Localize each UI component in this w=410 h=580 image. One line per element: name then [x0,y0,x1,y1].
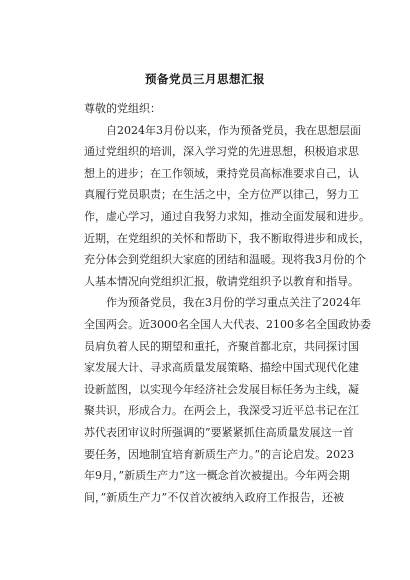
paragraph-line: 设新蓝图，以实现今年经济社会发展目标任务为主线，凝 [84,382,359,396]
paragraph-line: 家发展大计、寻求高质量发展策略、描绘中国式现代化建 [84,361,359,375]
paragraph-line: 通过党组织的培训，深入学习党的先进思想，积极追求思 [84,145,359,159]
paragraph-line: 自2024年3月份以来，作为预备党员，我在思想层面 [106,123,361,137]
paragraph-line: 想上的进步；在工作领域，秉持党员高标准要求自己，认 [84,166,359,180]
paragraph-line: 聚共识，形成合力。在两会上，我深受习近平总书记在江 [84,404,359,418]
paragraph-line: 年9月，”新质生产力”这一概念首次被提出。今年两会期 [84,469,350,483]
paragraph-line: 苏代表团审议时所强调的”要紧紧抓住高质量发展这一首 [84,425,354,439]
document-title: 预备党员三月思想汇报 [145,72,265,86]
paragraph-line: 间，”新质生产力”不仅首次被纳入政府工作报告，还被 [84,490,344,504]
paragraph-line: 近期，在党组织的关怀和帮助下，我不断取得进步和成长， [84,231,370,245]
paragraph-line: 真履行党员职责；在生活之中，全方位严以律己，努力工 [84,188,359,202]
paragraph-line: 作，虚心学习，通过自我努力求知，推动全面发展和进步。 [84,209,370,223]
document-body [84,98,371,508]
paragraph-line: 全国两会。近3000名全国人大代表、2100多名全国政协委 [84,317,371,331]
paragraph-line: 作为预备党员，我在3月份的学习重点关注了2024年 [106,296,361,310]
paragraph-line: 人基本情况向党组织汇报，敬请党组织予以教育和指导。 [84,274,359,288]
greeting-line: 尊敬的党组织： [84,102,161,115]
paragraph-line: 要任务，因地制宜培育新质生产力。”的言论启发。2023 [84,447,355,461]
paragraph-line: 员肩负着人民的期望和重托，齐聚首都北京，共同探讨国 [84,339,359,353]
paragraph-line: 充分体会到党组织大家庭的团结和温暖。现将我3月份的个 [84,253,366,267]
